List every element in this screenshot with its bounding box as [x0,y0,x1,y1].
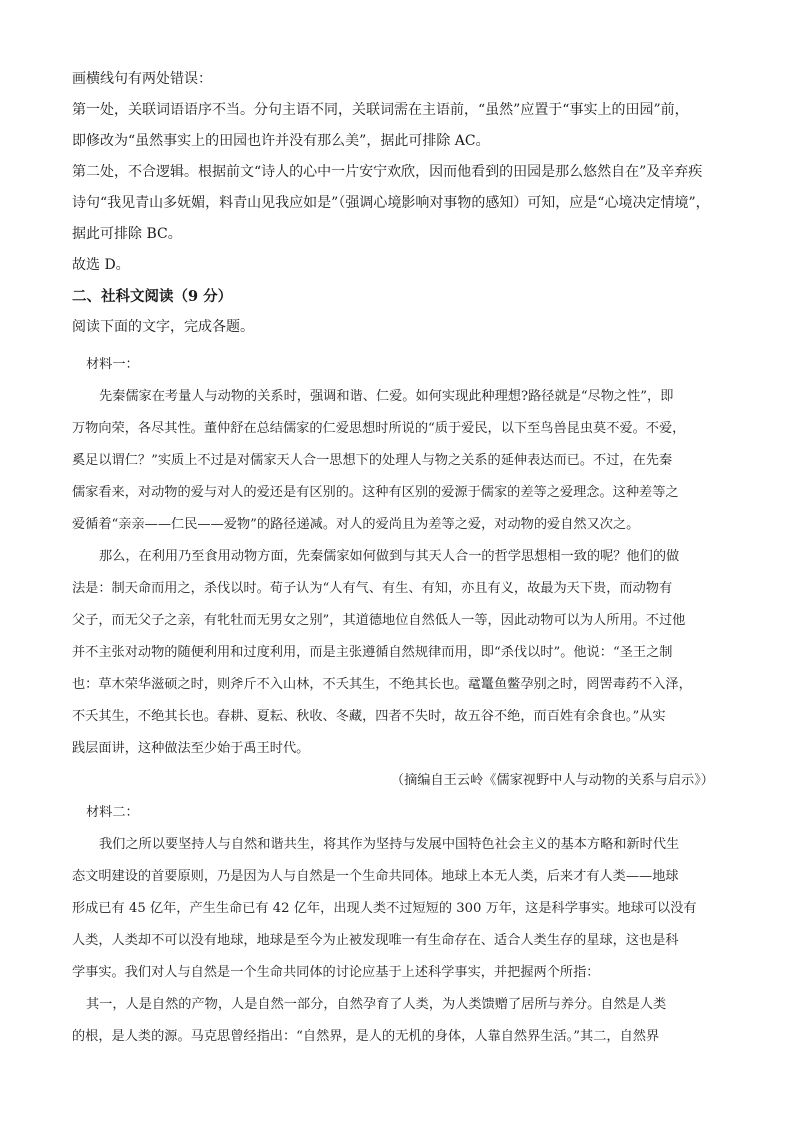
reading-passage [72,349,722,1053]
section-heading: 二、社科文阅读（9 分） [72,288,233,305]
material-one-line: 万物向荣，各尽其性。董仲舒在总结儒家的仁爱思想时所说的“质于爱民，以下至鸟兽昆虫莫不爱。不爱， [72,421,686,436]
material-one-line: 践层面讲，这种做法至少始于禹王时代。 [72,741,310,756]
analysis-line: 第二处，不合逻辑。根据前文“诗人的心中一片安宁欢欣，因而他看到的田园是那么悠然自在”及辛弃疾 [72,164,703,180]
material-one-line: 父子，而无父子之亲，有牝牡而无男女之别”，其道德地位自然低人一等，因此动物可以为人所用。不过他 [72,613,686,628]
analysis-line: 即修改为“虽然事实上的田园也许并没有那么美”，据此可排除 AC。 [72,133,490,149]
analysis-line: 第一处，关联词语语序不当。分句主语不同，关联词需在主语前，“虽然”应置于“事实上的田园”前， [72,102,689,118]
material-one-line: 爱循着“亲亲——仁民——爱物”的路径递减。对人的爱尚且为差等之爱，对动物的爱自然又次之。 [72,517,640,532]
material-one-line: 儒家看来，对动物的爱与对人的爱还是有区别的。这种有区别的爱源于儒家的差等之爱理念。这种差等之 [72,485,679,500]
material-one-line: 并不主张对动物的随便利用和过度利用，而是主张遵循自然规律而用，即“杀伐以时”。他说：“圣王之制 [72,645,673,660]
reading-instruction: 阅读下面的文字，完成各题。 [72,319,254,335]
material-one-line: 也：草木荣华滋硕之时，则斧斤不入山林，不夭其生，不绝其长也。鼋鼍鱼鳖孕别之时，罔罟毒药不入泽， [72,677,692,692]
material-one-line: 先秦儒家在考量人与动物的关系时，强调和谐、仁爱。如何实现此种理想?路径就是“尽物之性”，即 [99,389,674,404]
material-two-label: 材料二： [86,805,139,820]
material-one-line: 法是：制天命而用之，杀伐以时。荀子认为“人有气、有生、有知，亦且有义，故最为天下贵，而动物有 [72,581,673,596]
material-one-source: （摘编自王云岭《儒家视野中人与动物的关系与启示》） [390,773,714,788]
material-one-line: 不夭其生，不绝其长也。春耕、夏耘、秋收、冬藏，四者不失时，故五谷不绝，而百姓有余食也。”从实 [72,709,666,724]
analysis-line: 故选 D。 [72,257,130,273]
material-two-line: 学事实。我们对人与自然是一个生命共同体的讨论应基于上述科学事实，并把握两个所指： [72,965,600,980]
material-two-line: 形成已有 45 亿年，产生生命已有 42 亿年，出现人类不过短短的 300 万年，这是科学事实。地球可以没有 [72,901,697,916]
analysis-line: 画横线句有两处错误： [72,71,212,87]
material-two-line: 我们之所以要坚持人与自然和谐共生，将其作为坚持与发展中国特色社会主义的基本方略和新时代生 [99,837,680,852]
material-two-line: 的根，是人类的源。马克思曾经指出：“自然界，是人的无机的身体，人靠自然界生活。”其二，自然界 [72,1029,660,1044]
document-page [72,64,722,1053]
material-two-line: 态文明建设的首要原则，乃是因为人与自然是一个生命共同体。地球上本无人类，后来才有人类——地球 [72,869,679,884]
material-one-line: 那么，在利用乃至食用动物方面，先秦儒家如何做到与其天人合一的哲学思想相一致的呢？他们的做 [99,549,680,564]
answer-analysis [72,64,722,281]
analysis-line: 诗句“我见青山多妩媚，料青山见我应如是”（强调心境影响对事物的感知）可知，应是“心境决定情境”， [72,195,710,211]
analysis-line: 据此可排除 BC。 [72,226,182,242]
material-one-label: 材料一： [86,357,139,372]
material-two-line: 人类，人类却不可以没有地球，地球是至今为止被发现唯一有生命存在、适合人类生存的星球，这也是科 [72,933,679,948]
material-one-line: 奚足以谓仁？”实质上不过是对儒家天人合一思想下的处理人与物之关系的延伸表达而已。不过，在先秦 [72,453,673,468]
material-two-line: 其一，人是自然的产物，人是自然一部分，自然孕育了人类，为人类馈赠了居所与养分。自然是人类 [86,997,667,1012]
